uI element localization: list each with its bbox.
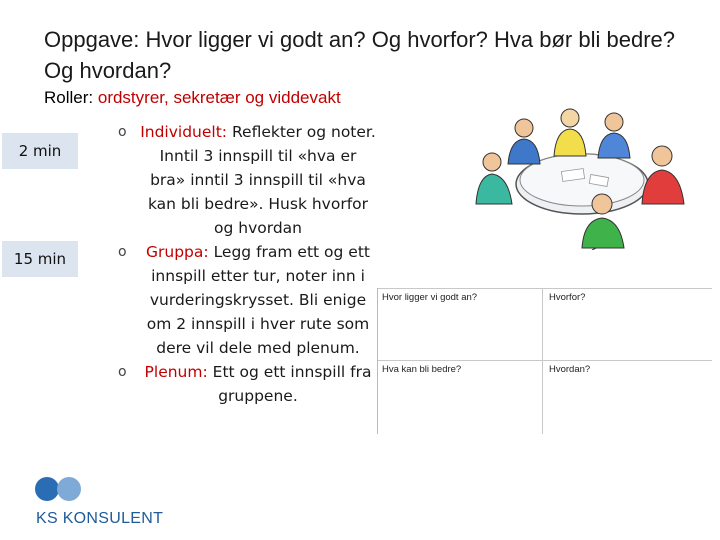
bullet-text: Legg fram ett og ett innspill etter tur, noter inn i vurderingskrysset. Bli enige om 2 innspill i hver rute som dere vil dele med plenum. (146, 243, 370, 357)
list-item (118, 120, 376, 240)
list-item (118, 240, 376, 360)
logo-text: KS KONSULENT (36, 510, 164, 527)
roles-line (44, 88, 341, 108)
bullet-marker: o (118, 124, 127, 140)
assessment-cross (377, 288, 712, 434)
time-box-group: 15 min (2, 241, 78, 277)
roles-value: ordstyrer, sekretær og viddevakt (97, 88, 341, 107)
bullet-heading: Individuelt: (140, 123, 228, 141)
bullet-marker: o (118, 244, 127, 260)
bullet-heading: Plenum: (144, 363, 208, 381)
grid-label-top-right: Hvorfor? (549, 292, 586, 303)
time-box-individual: 2 min (2, 133, 78, 169)
slide-title: Oppgave: Hvor ligger vi godt an? Og hvorfor? Hva bør bli bedre? Og hvordan? (44, 27, 675, 83)
bullet-text: Reflekter og noter. Inntil 3 innspill til «hva er bra» inntil 3 innspill til «hva kan bli bedre». Husk hvorfor og hvordan (147, 123, 376, 237)
list-item (118, 360, 376, 408)
grid-label-bottom-right: Hvordan? (549, 364, 591, 375)
bullet-text: Ett og ett innspill fra gruppene. (212, 363, 372, 405)
group-meeting-illustration (462, 100, 708, 250)
roles-label: Roller: (44, 88, 94, 107)
bullet-marker: o (118, 364, 127, 380)
bullet-heading: Gruppa: (146, 243, 209, 261)
ks-logo-icon (34, 475, 84, 505)
grid-label-top-left: Hvor ligger vi godt an? (382, 292, 478, 303)
grid-label-bottom-left: Hva kan bli bedre? (382, 364, 462, 375)
task-list (118, 120, 376, 408)
